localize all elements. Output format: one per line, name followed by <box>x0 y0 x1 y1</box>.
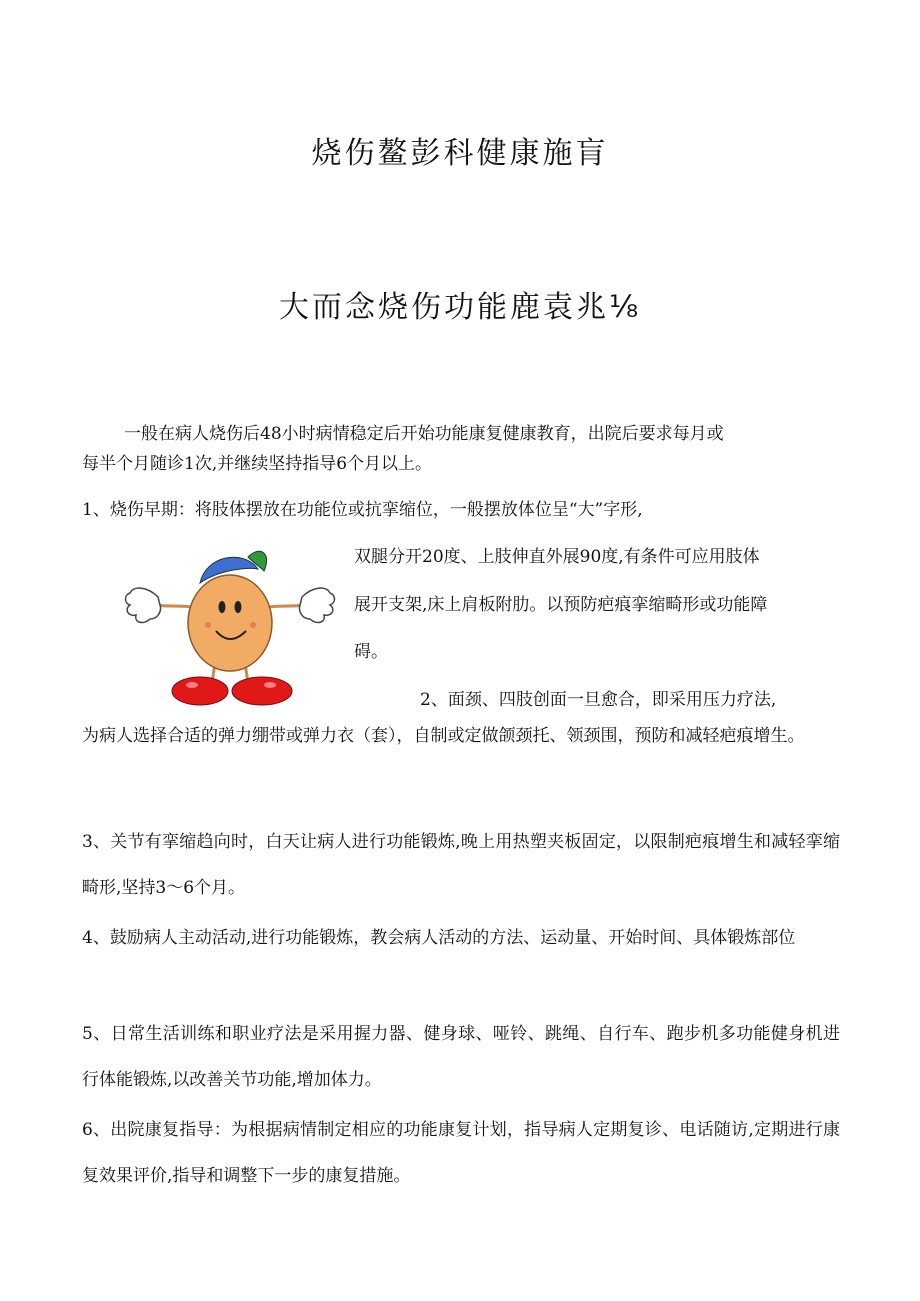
item-1-line-4: 碍。 <box>354 642 388 662</box>
red-shoes-icon <box>172 677 292 705</box>
egg-body-icon <box>188 575 272 671</box>
item-1-line-2: 双腿分开20度、上肢伸直外展90度,有条件可应用肢体 <box>354 547 760 567</box>
item-4-paragraph: 4、鼓励病人主动活动,进行功能锻炼，教会病人活动的方法、运动量、开始时间、具体锻炼部位 <box>82 928 796 948</box>
item-5-paragraph: 5、日常生活训练和职业疗法是采用握力器、健身球、哑铃、跳绳、自行车、跑步机多功能健身机进行体能锻炼,以改善关节功能,增加体力。 <box>82 1024 840 1090</box>
item-1-line-1: 1、烧伤早期：将肢体摆放在功能位或抗挛缩位，一般摆放体位呈“大”字形, <box>82 500 643 520</box>
item-2-paragraph: 为病人选择合适的弹力绷带或弹力衣（套），自制或定做颌颈托、领颈围，预防和减轻疤痕增生。 <box>82 726 805 746</box>
page-title: 烧伤鳌彭科健康施肓 <box>311 136 609 171</box>
egg-mascot-illustration <box>120 535 340 710</box>
item-2-line-1: 2、面颈、四肢创面一旦愈合，即采用压力疗法, <box>420 690 777 710</box>
right-glove-icon <box>299 588 334 622</box>
item-3-paragraph: 3、关节有挛缩趋向时，白天让病人进行功能锻炼,晚上用热塑夹板固定，以限制疤痕增生和减轻挛缩畸形,坚持3～6个月。 <box>82 832 840 898</box>
intro-paragraph-line-2: 每半个月随诊1次,并继续坚持指导6个月以上。 <box>82 454 433 474</box>
intro-paragraph-line-1: 一般在病人烧伤后48小时病情稳定后开始功能康复健康教育，出院后要求每月或 <box>124 424 724 444</box>
item-6-paragraph: 6、出院康复指导：为根据病情制定相应的功能康复计划，指导病人定期复诊、电话随访,定期进行康复效果评价,指导和调整下一步的康复措施。 <box>82 1120 840 1186</box>
section-title: 大而念烧伤功能鹿袁兆⅛ <box>278 290 642 325</box>
item-1-line-3: 展开支架,床上肩板附肋。以预防疤痕挛缩畸形或功能障 <box>354 595 768 615</box>
left-glove-icon <box>126 588 161 622</box>
